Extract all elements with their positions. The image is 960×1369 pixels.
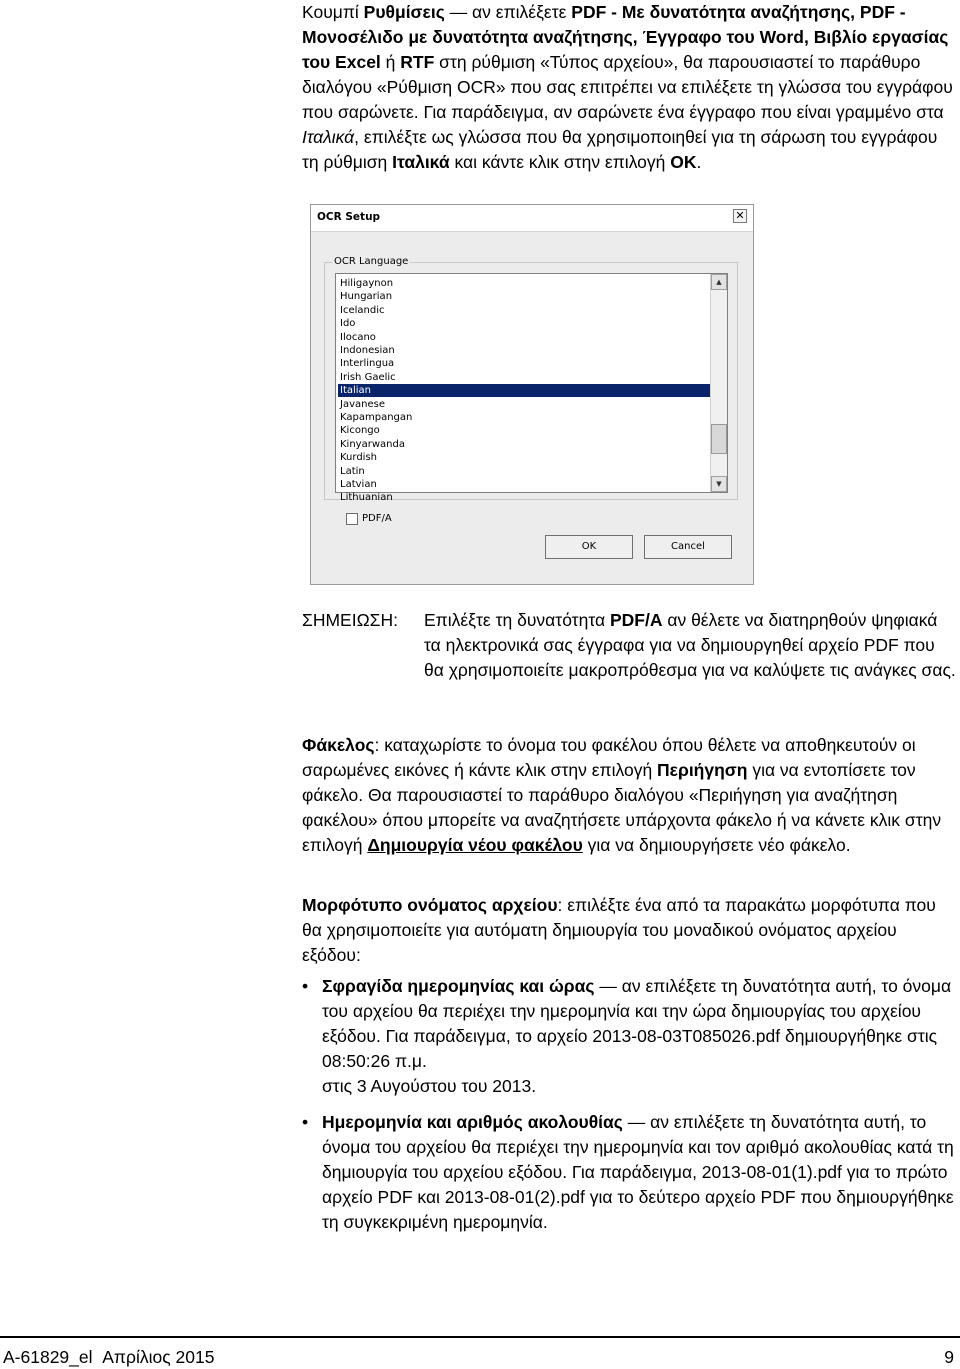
- cancel-button[interactable]: Cancel: [644, 535, 732, 559]
- language-listbox[interactable]: [335, 273, 728, 504]
- language-item[interactable]: Lithuanian: [340, 492, 393, 504]
- language-item[interactable]: Kinyarwanda: [340, 438, 405, 450]
- language-item[interactable]: Latvian: [340, 479, 377, 490]
- language-item[interactable]: Kurdish: [340, 452, 378, 464]
- ocr-language-label: OCR Language: [334, 256, 409, 267]
- note-label: ΣΗΜΕΙΩΣΗ:: [302, 610, 398, 630]
- language-item[interactable]: Indonesian: [340, 345, 395, 356]
- language-item[interactable]: Ilocano: [340, 331, 376, 343]
- scroll-down-icon[interactable]: ▼: [711, 476, 727, 492]
- language-item[interactable]: Irish Gaelic: [340, 371, 396, 383]
- bullet-icon: •: [302, 1112, 309, 1132]
- language-item[interactable]: Kapampangan: [340, 412, 413, 423]
- format-paragraph: Μορφότυπο ονόματος αρχείου: επιλέξτε ένα από τα παρακάτω μορφότυπα που θα χρησιμοποιείτε για αυτόματη δημιουργία του μοναδικού ονόματος αρχείου εξόδου:: [302, 895, 936, 965]
- language-item[interactable]: Hungarian: [340, 291, 393, 303]
- pdfa-label: PDF/A: [362, 513, 392, 524]
- footer-doc-id: A-61829_el Απρίλιος 2015: [3, 1347, 215, 1367]
- ok-button[interactable]: OK: [545, 535, 633, 559]
- pdfa-checkbox[interactable]: [346, 513, 358, 525]
- scroll-up-icon[interactable]: ▲: [711, 274, 727, 290]
- page-number: 9: [944, 1347, 954, 1367]
- intro-paragraph: Κουμπί Ρυθμίσεις — αν επιλέξετε PDF - Με δυνατότητα αναζήτησης, PDF - Μονοσέλιδο με δυνατότητα αναζήτησης, Έγγραφο του Word, Βιβλίο εργασίας του Excel ή RTF στη ρύθμιση «Τύπος αρχείου», θα παρουσιαστεί το παράθυρο διαλόγου «Ρύθμιση OCR» που σας επιτρέπει να επιλέξετε τη γλώσσα του εγγράφου που σαρώνετε. Για παράδειγμα, αν σαρώνετε ένα έγγραφο που είναι γραμμένο στα Ιταλικά, επιλέξτε ως γλώσσα που θα χρησιμοποιηθεί για τη σάρωση του εγγράφου τη ρύθμιση Ιταλικά και κάντε κλικ στην επιλογή OK.: [302, 2, 953, 172]
- listbox-scrollbar[interactable]: [710, 274, 727, 492]
- bullet-date-time: Σφραγίδα ημερομηνίας και ώρας — αν επιλέξετε τη δυνατότητα αυτή, το όνομα του αρχείου θα περιέχει την ημερομηνία και την ώρα δημιουργίας του αρχείου εξόδου. Για παράδειγμα, το αρχείο 2013-08-03T085026.pdf δημιουργήθηκε στις 08:50:26 π.μ. στις 3 Αυγούστου του 2013.: [322, 976, 952, 1096]
- footer-rule: [0, 1336, 960, 1338]
- language-item[interactable]: Javanese: [340, 398, 385, 410]
- scroll-thumb[interactable]: [711, 424, 727, 454]
- language-item[interactable]: Icelandic: [340, 304, 385, 316]
- bullet-icon: •: [302, 976, 309, 996]
- language-item[interactable]: Italian: [338, 384, 710, 397]
- language-item[interactable]: Hiligaynon: [340, 278, 394, 289]
- ocr-setup-dialog: [310, 204, 754, 585]
- dialog-title: OCR Setup: [317, 211, 381, 223]
- folder-paragraph: Φάκελος: καταχωρίστε το όνομα του φακέλου όπου θέλετε να αποθηκευτούν οι σαρωμένες εικόνες ή κάντε κλικ στην επιλογή Περιήγηση για να εντοπίσετε τον φάκελο. Θα παρουσιαστεί το παράθυρο διαλόγου «Περιήγηση για αναζήτηση φακέλου» όπου μπορείτε να αναζητήσετε υπάρχοντα φάκελο ή να κάνετε κλικ στην επιλογή Δημιουργία νέου φακέλου για να δημιουργήσετε νέο φάκελο.: [302, 735, 942, 855]
- language-item[interactable]: Interlingua: [340, 358, 395, 370]
- note-text: Επιλέξτε τη δυνατότητα PDF/A αν θέλετε να διατηρηθούν ψηφιακά τα ηλεκτρονικά σας έγγραφα για να δημιουργηθεί αρχείο PDF που θα χρησιμοποιείτε μακροπρόθεσμα για να καλύψετε τις ανάγκες σας.: [424, 610, 956, 680]
- dialog-titlebar: [311, 205, 753, 232]
- language-item[interactable]: Ido: [340, 318, 356, 330]
- bullet-date-sequence: Ημερομηνία και αριθμός ακολουθίας — αν επιλέξετε τη δυνατότητα αυτή, το όνομα του αρχείου θα περιέχει την ημερομηνία και τον αριθμό ακολουθίας κατά τη δημιουργία του αρχείου εξόδου. Για παράδειγμα, 2013-08-01(1).pdf για το πρώτο αρχείο PDF και 2013-08-01(2).pdf για το δεύτερο αρχείο PDF που δημιουργήθηκε τη συγκεκριμένη ημερομηνία.: [322, 1112, 954, 1232]
- language-item[interactable]: Kicongo: [340, 425, 380, 437]
- close-icon[interactable]: ✕: [733, 209, 747, 223]
- language-item[interactable]: Latin: [340, 465, 365, 477]
